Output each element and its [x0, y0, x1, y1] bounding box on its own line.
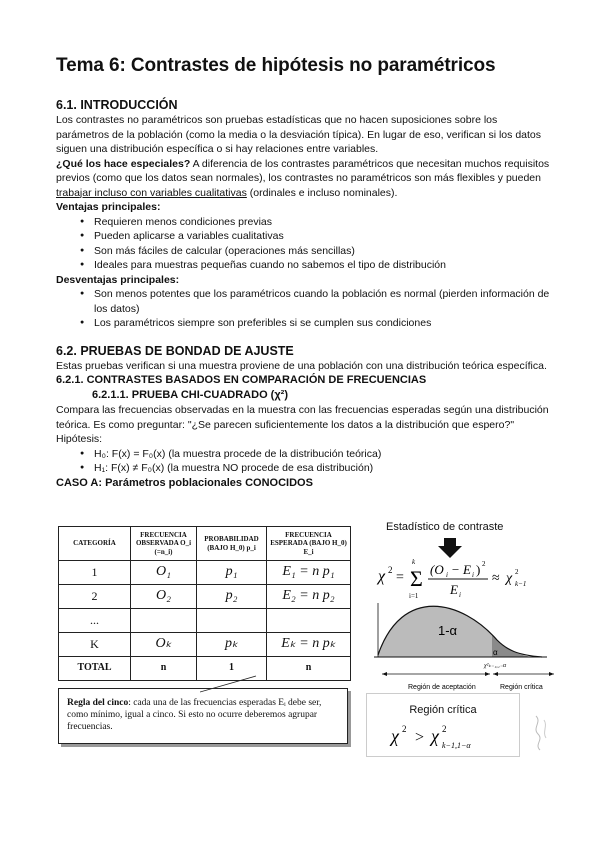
- svg-text:χ: χ: [391, 726, 399, 746]
- hypotheses-label: Hipótesis:: [56, 433, 103, 445]
- svg-text:E: E: [450, 582, 458, 597]
- svg-text:i: i: [459, 591, 461, 599]
- special-underlined: trabajar incluso con variables cualitativas: [56, 186, 247, 199]
- table-header: FRECUENCIA ESPERADA (BAJO H_0) E_i: [267, 527, 351, 561]
- critical-value: χ²ₖ₋₁,₁₋α: [484, 663, 507, 669]
- table-header: FRECUENCIA OBSERVADA O_i (=n_i): [131, 527, 197, 561]
- frequency-table: [58, 526, 351, 681]
- intro-paragraph: Los contrastes no paramétricos son pruebas estadísticas que no hacen suposiciones sobre los parámetros de la población (como la media o la desviación típica). En lugar de eso, verifican si los datos siguen una distribución específica o si hay relaciones entre variables.: [56, 114, 542, 155]
- list-item: ● Ideales para muestras pequeñas cuando no sabemos el tipo de distribución: [80, 258, 552, 273]
- page-title: Tema 6: Contrastes de hipótesis no paramétricos: [56, 55, 496, 76]
- hypotheses-list: [80, 447, 552, 476]
- statistic-title: Estadístico de contraste: [386, 521, 504, 533]
- area-label: 1-α: [438, 623, 458, 638]
- critical-region-box: [366, 693, 520, 757]
- advantages-heading: Ventajas principales:: [56, 201, 161, 213]
- disadvantages-heading: Desventajas principales:: [56, 273, 180, 286]
- special-question: ¿Qué los hace especiales?: [56, 157, 191, 170]
- table-row: K Oₖ pₖ Eₖ = n pₖ: [59, 633, 351, 657]
- rule-of-five-note: [58, 688, 348, 744]
- svg-text:i: i: [472, 571, 474, 579]
- table-row: 2 O₂ p₂ E₂ = n p₂: [59, 585, 351, 609]
- critical-region-formula: [385, 720, 505, 754]
- chi-paragraph: Compara las frecuencias observadas en la muestra con las frecuencias esperadas según una distribución teórica. Es como preguntar: "¿Se parecen suficientemente los datos a la distribución que espero?": [56, 404, 549, 431]
- svg-text:2: 2: [388, 565, 393, 575]
- rejection-region-label: Región crítica: [500, 684, 543, 691]
- svg-text:i: i: [446, 571, 448, 579]
- decorative-scribble-icon: [528, 712, 554, 752]
- alpha-label: α: [493, 648, 498, 657]
- special-paragraph: [56, 157, 552, 201]
- list-item: ● Son más fáciles de calcular (operaciones más sencillas): [80, 244, 552, 259]
- svg-text:Σ: Σ: [410, 566, 423, 591]
- list-item: ● H₀: F(x) = F₀(x) (la muestra procede de la distribución teórica): [80, 447, 552, 462]
- list-item: ● H₁: F(x) ≠ F₀(x) (la muestra NO procede de esa distribución): [80, 461, 552, 476]
- svg-text:k: k: [412, 558, 416, 566]
- subsection-heading: 6.2.1. CONTRASTES BASADOS EN COMPARACIÓN DE FRECUENCIAS: [56, 374, 427, 386]
- svg-text:k−1,1−α: k−1,1−α: [442, 741, 471, 750]
- table-row-total: TOTAL n 1 n: [59, 657, 351, 681]
- list-item: ● Pueden aplicarse a variables cualitativas: [80, 229, 552, 244]
- svg-text:(O: (O: [430, 562, 444, 577]
- svg-text:i=1: i=1: [409, 592, 419, 600]
- special-text-2: (ordinales e incluso nominales).: [246, 186, 398, 199]
- svg-text:≈: ≈: [492, 571, 500, 586]
- goodness-paragraph: Estas pruebas verifican si una muestra proviene de una población con una distribución teórica específica.: [56, 359, 547, 372]
- svg-text:2: 2: [482, 560, 486, 568]
- disadvantages-list: [80, 287, 552, 331]
- special-text-1: A diferencia de los contrastes paramétricos que necesitan muchos requisitos previos (como que los datos sean normales), los contrastes no paramétricos son más flexibles y pueden: [56, 157, 550, 184]
- svg-text:− E: − E: [451, 562, 471, 577]
- acceptance-region-label: Región de aceptación: [408, 684, 476, 691]
- table-row: ...: [59, 609, 351, 633]
- document-page: [56, 54, 552, 490]
- svg-text:χ: χ: [431, 726, 439, 746]
- table-header: PROBABILIDAD (BAJO H_0) p_i: [197, 527, 267, 561]
- list-item: ● Requieren menos condiciones previas: [80, 215, 552, 230]
- svg-text:2: 2: [442, 724, 447, 734]
- table-header: CATEGORÍA: [59, 527, 131, 561]
- section-heading-goodness: 6.2. PRUEBAS DE BONDAD DE AJUSTE: [56, 343, 294, 358]
- section-heading-intro: 6.1. INTRODUCCIÓN: [56, 98, 178, 112]
- table-row: 1 O₁ p₁ E₁ = n p₁: [59, 561, 351, 585]
- critical-region-title: Región crítica: [409, 704, 477, 716]
- note-text: : cada una de las frecuencias esperadas Eᵢ debe ser, como mínimo, igual a cinco. Si esto no ocurre deberemos agrupar frecuencias.: [67, 698, 322, 732]
- svg-text:>: >: [415, 729, 425, 746]
- advantages-list: [80, 215, 552, 273]
- case-a-heading: CASO A: Parámetros poblacionales CONOCIDOS: [56, 476, 313, 489]
- subsubsection-heading: 6.2.1.1. PRUEBA CHI-CUADRADO (χ²): [92, 389, 288, 401]
- list-item: ● Son menos potentes que los paramétricos cuando la población es normal (pierden información de los datos): [80, 287, 552, 316]
- chi-square-distribution-curve: [372, 595, 572, 695]
- svg-text:): ): [476, 562, 481, 577]
- svg-text:k−1: k−1: [515, 580, 527, 588]
- svg-text:=: =: [396, 570, 404, 585]
- svg-text:χ: χ: [506, 571, 513, 586]
- svg-text:2: 2: [515, 568, 519, 576]
- svg-text:2: 2: [402, 724, 407, 734]
- svg-text:χ: χ: [378, 568, 386, 585]
- list-item: ● Los paramétricos siempre son preferibles si se cumplen sus condiciones: [80, 316, 552, 331]
- note-bold: Regla del cinco: [67, 698, 129, 708]
